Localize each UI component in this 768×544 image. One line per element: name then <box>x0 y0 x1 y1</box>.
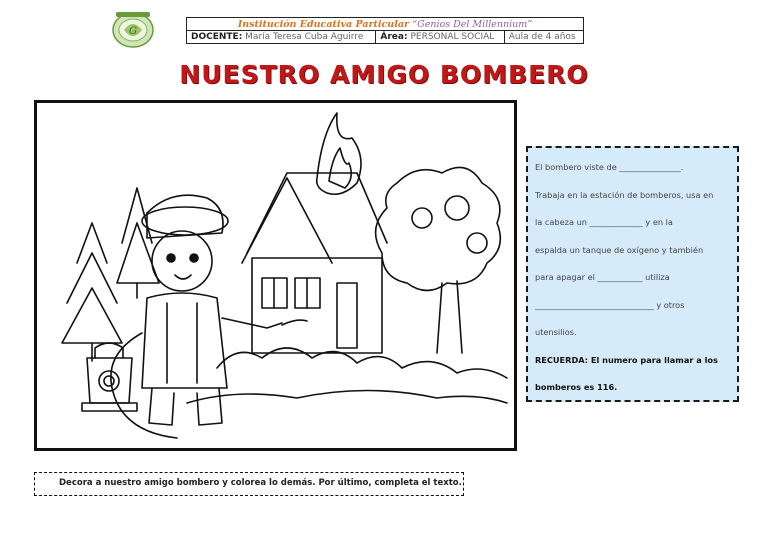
text-line: El bombero viste de _______________. <box>535 162 684 172</box>
docente-cell: DOCENTE: María Teresa Cuba Aguirre <box>187 31 376 44</box>
text-line: utensilios. <box>535 327 577 337</box>
text-line: para apagar el ___________ utiliza <box>535 272 670 282</box>
recuerda-line: bomberos es 116. <box>535 382 618 392</box>
school-logo-icon <box>110 8 156 50</box>
page-title: NUESTRO AMIGO BOMBERO <box>179 60 589 89</box>
text-line: _____________________________ y otros <box>535 299 685 310</box>
institution-name: Institución Educativa Particular “Genios Del Millennium” <box>187 18 584 31</box>
recuerda-line: RECUERDA: El numero para llamar a los <box>535 354 718 365</box>
firefighter-coloring-image <box>34 100 517 451</box>
text-line: la cabeza un _____________ y en la <box>535 217 673 227</box>
instruction-box: Decora a nuestro amigo bombero y colorea lo demás. Por último, completa el texto. <box>34 472 464 496</box>
aula-cell: Aula de 4 años <box>504 31 583 44</box>
area-cell: Área: PERSONAL SOCIAL <box>376 31 504 44</box>
svg-text:G: G <box>129 26 137 37</box>
fill-in-text-box <box>526 146 739 402</box>
text-line: Trabaja en la estación de bomberos, usa en <box>535 189 714 200</box>
header-table <box>186 17 584 44</box>
text-line: espalda un tanque de oxígeno y también <box>535 244 704 255</box>
